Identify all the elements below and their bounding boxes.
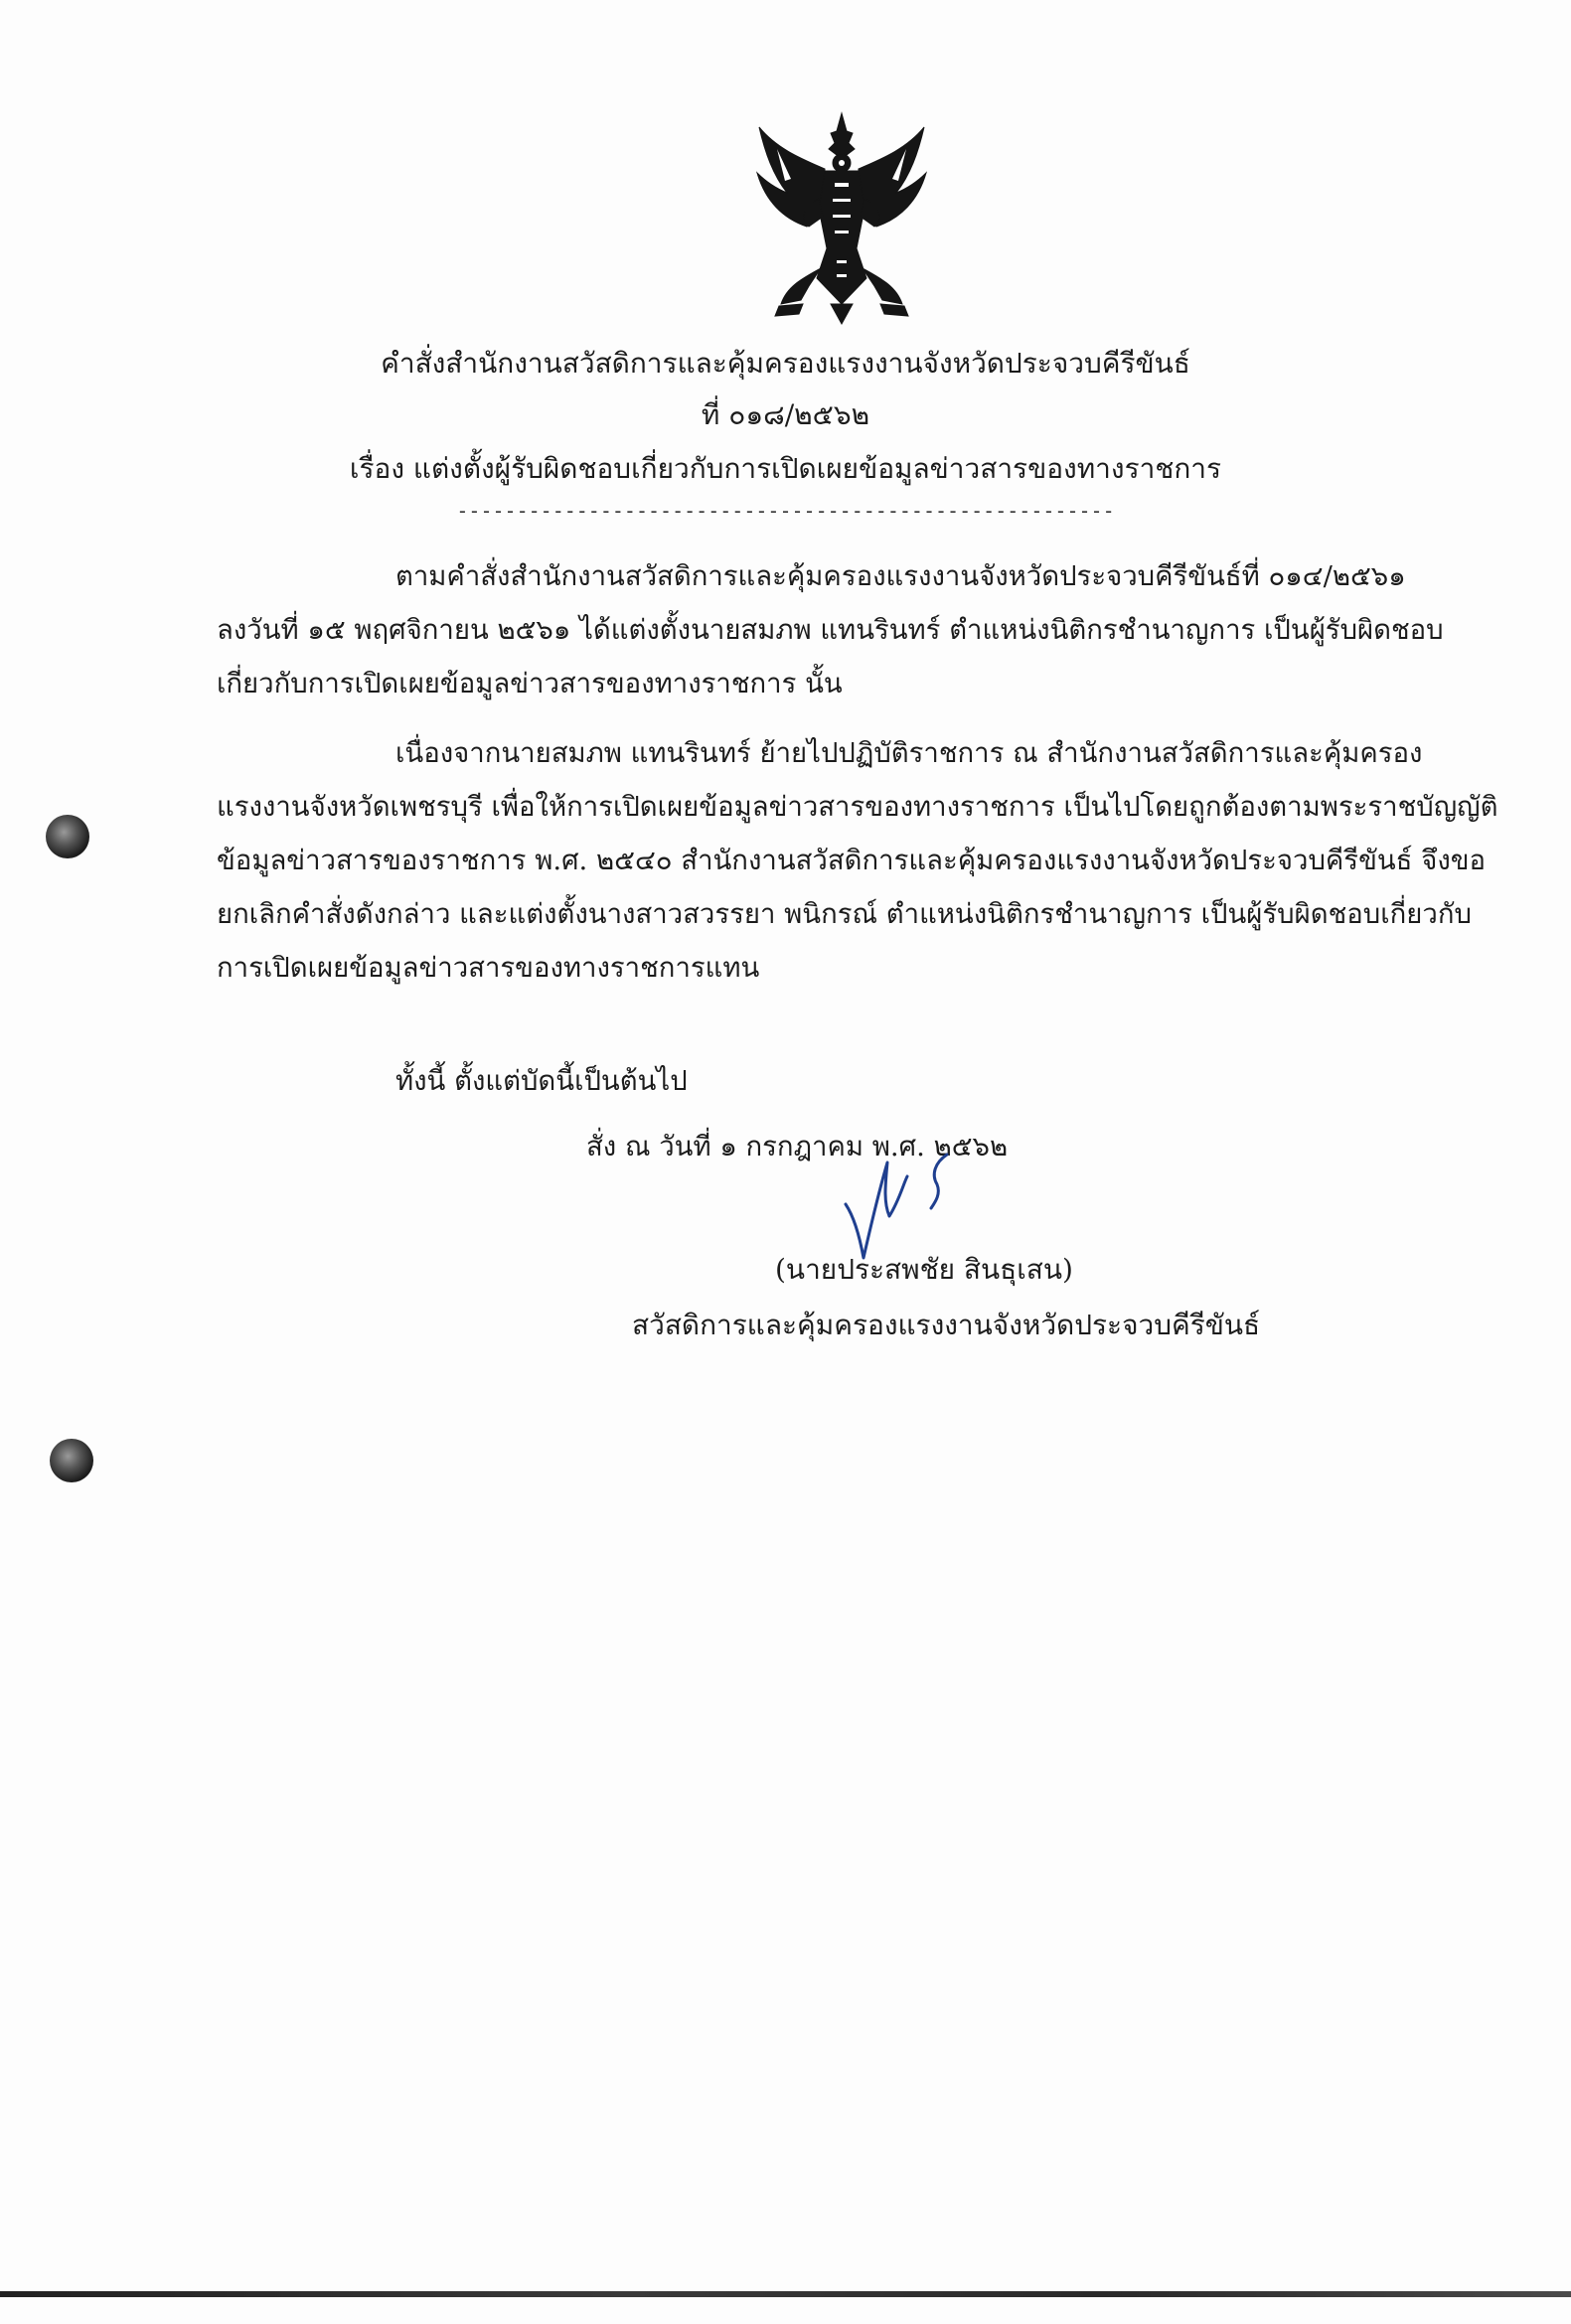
paragraph-2-line-5: การเปิดเผยข้อมูลข่าวสารของทางราชการแทน [217, 952, 760, 984]
order-subject: เรื่อง แต่งตั้งผู้รับผิดชอบเกี่ยวกับการเปิดเผยข้อมูลข่าวสารของทางราชการ [349, 452, 1222, 485]
punch-hole [46, 815, 89, 858]
order-date: สั่ง ณ วันที่ ๑ กรกฎาคม พ.ศ. ๒๕๖๒ [586, 1131, 1009, 1162]
signer-position: สวัสดิการและคุ้มครองแรงงานจังหวัดประจวบคีรีขันธ์ [632, 1309, 1261, 1341]
scan-bottom-edge [0, 2291, 1571, 2297]
effective-clause: ทั้งนี้ ตั้งแต่บัดนี้เป็นต้นไป [395, 1065, 688, 1097]
paragraph-2-line-3: ข้อมูลข่าวสารของราชการ พ.ศ. ๒๕๔๐ สำนักงานสวัสดิการและคุ้มครองแรงงานจังหวัดประจวบคีรีขันธ์ จึงขอ [217, 845, 1487, 876]
garuda-emblem-icon [747, 109, 936, 328]
paragraph-2-line-2: แรงงานจังหวัดเพชรบุรี เพื่อให้การเปิดเผยข้อมูลข่าวสารของทางราชการ เป็นไปโดยถูกต้องตามพระราชบัญญัติ [217, 791, 1498, 823]
punch-hole [50, 1439, 93, 1482]
paragraph-2-line-1: เนื่องจากนายสมภพ แทนรินทร์ ย้ายไปปฏิบัติราชการ ณ สำนักงานสวัสดิการและคุ้มครอง [395, 737, 1423, 769]
paragraph-2-line-4: ยกเลิกคำสั่งดังกล่าว และแต่งตั้งนางสาวสวรรยา พนิกรณ์ ตำแหน่งนิติกรชำนาญการ เป็นผู้รับผิดชอบเกี่ยวกับ [217, 898, 1472, 930]
paragraph-1-line-1: ตามคำสั่งสำนักงานสวัสดิการและคุ้มครองแรงงานจังหวัดประจวบคีรีขันธ์ที่ ๐๑๔/๒๕๖๑ [395, 560, 1406, 592]
signer-name: (นายประสพชัย สินธุเสน) [775, 1253, 1073, 1286]
order-title: คำสั่งสำนักงานสวัสดิการและคุ้มครองแรงงานจังหวัดประจวบคีรีขันธ์ [381, 347, 1190, 380]
paragraph-1-line-3: เกี่ยวกับการเปิดเผยข้อมูลข่าวสารของทางราชการ นั้น [217, 668, 843, 699]
header-separator: ------------------------------------------------------- [456, 499, 1115, 523]
order-number: ที่ ๐๑๘/๒๕๖๒ [701, 398, 870, 431]
paragraph-1-line-2: ลงวันที่ ๑๕ พฤศจิกายน ๒๕๖๑ ได้แต่งตั้งนายสมภพ แทนรินทร์ ตำแหน่งนิติกรชำนาญการ เป็นผู้รับผิดชอบ [217, 614, 1444, 646]
